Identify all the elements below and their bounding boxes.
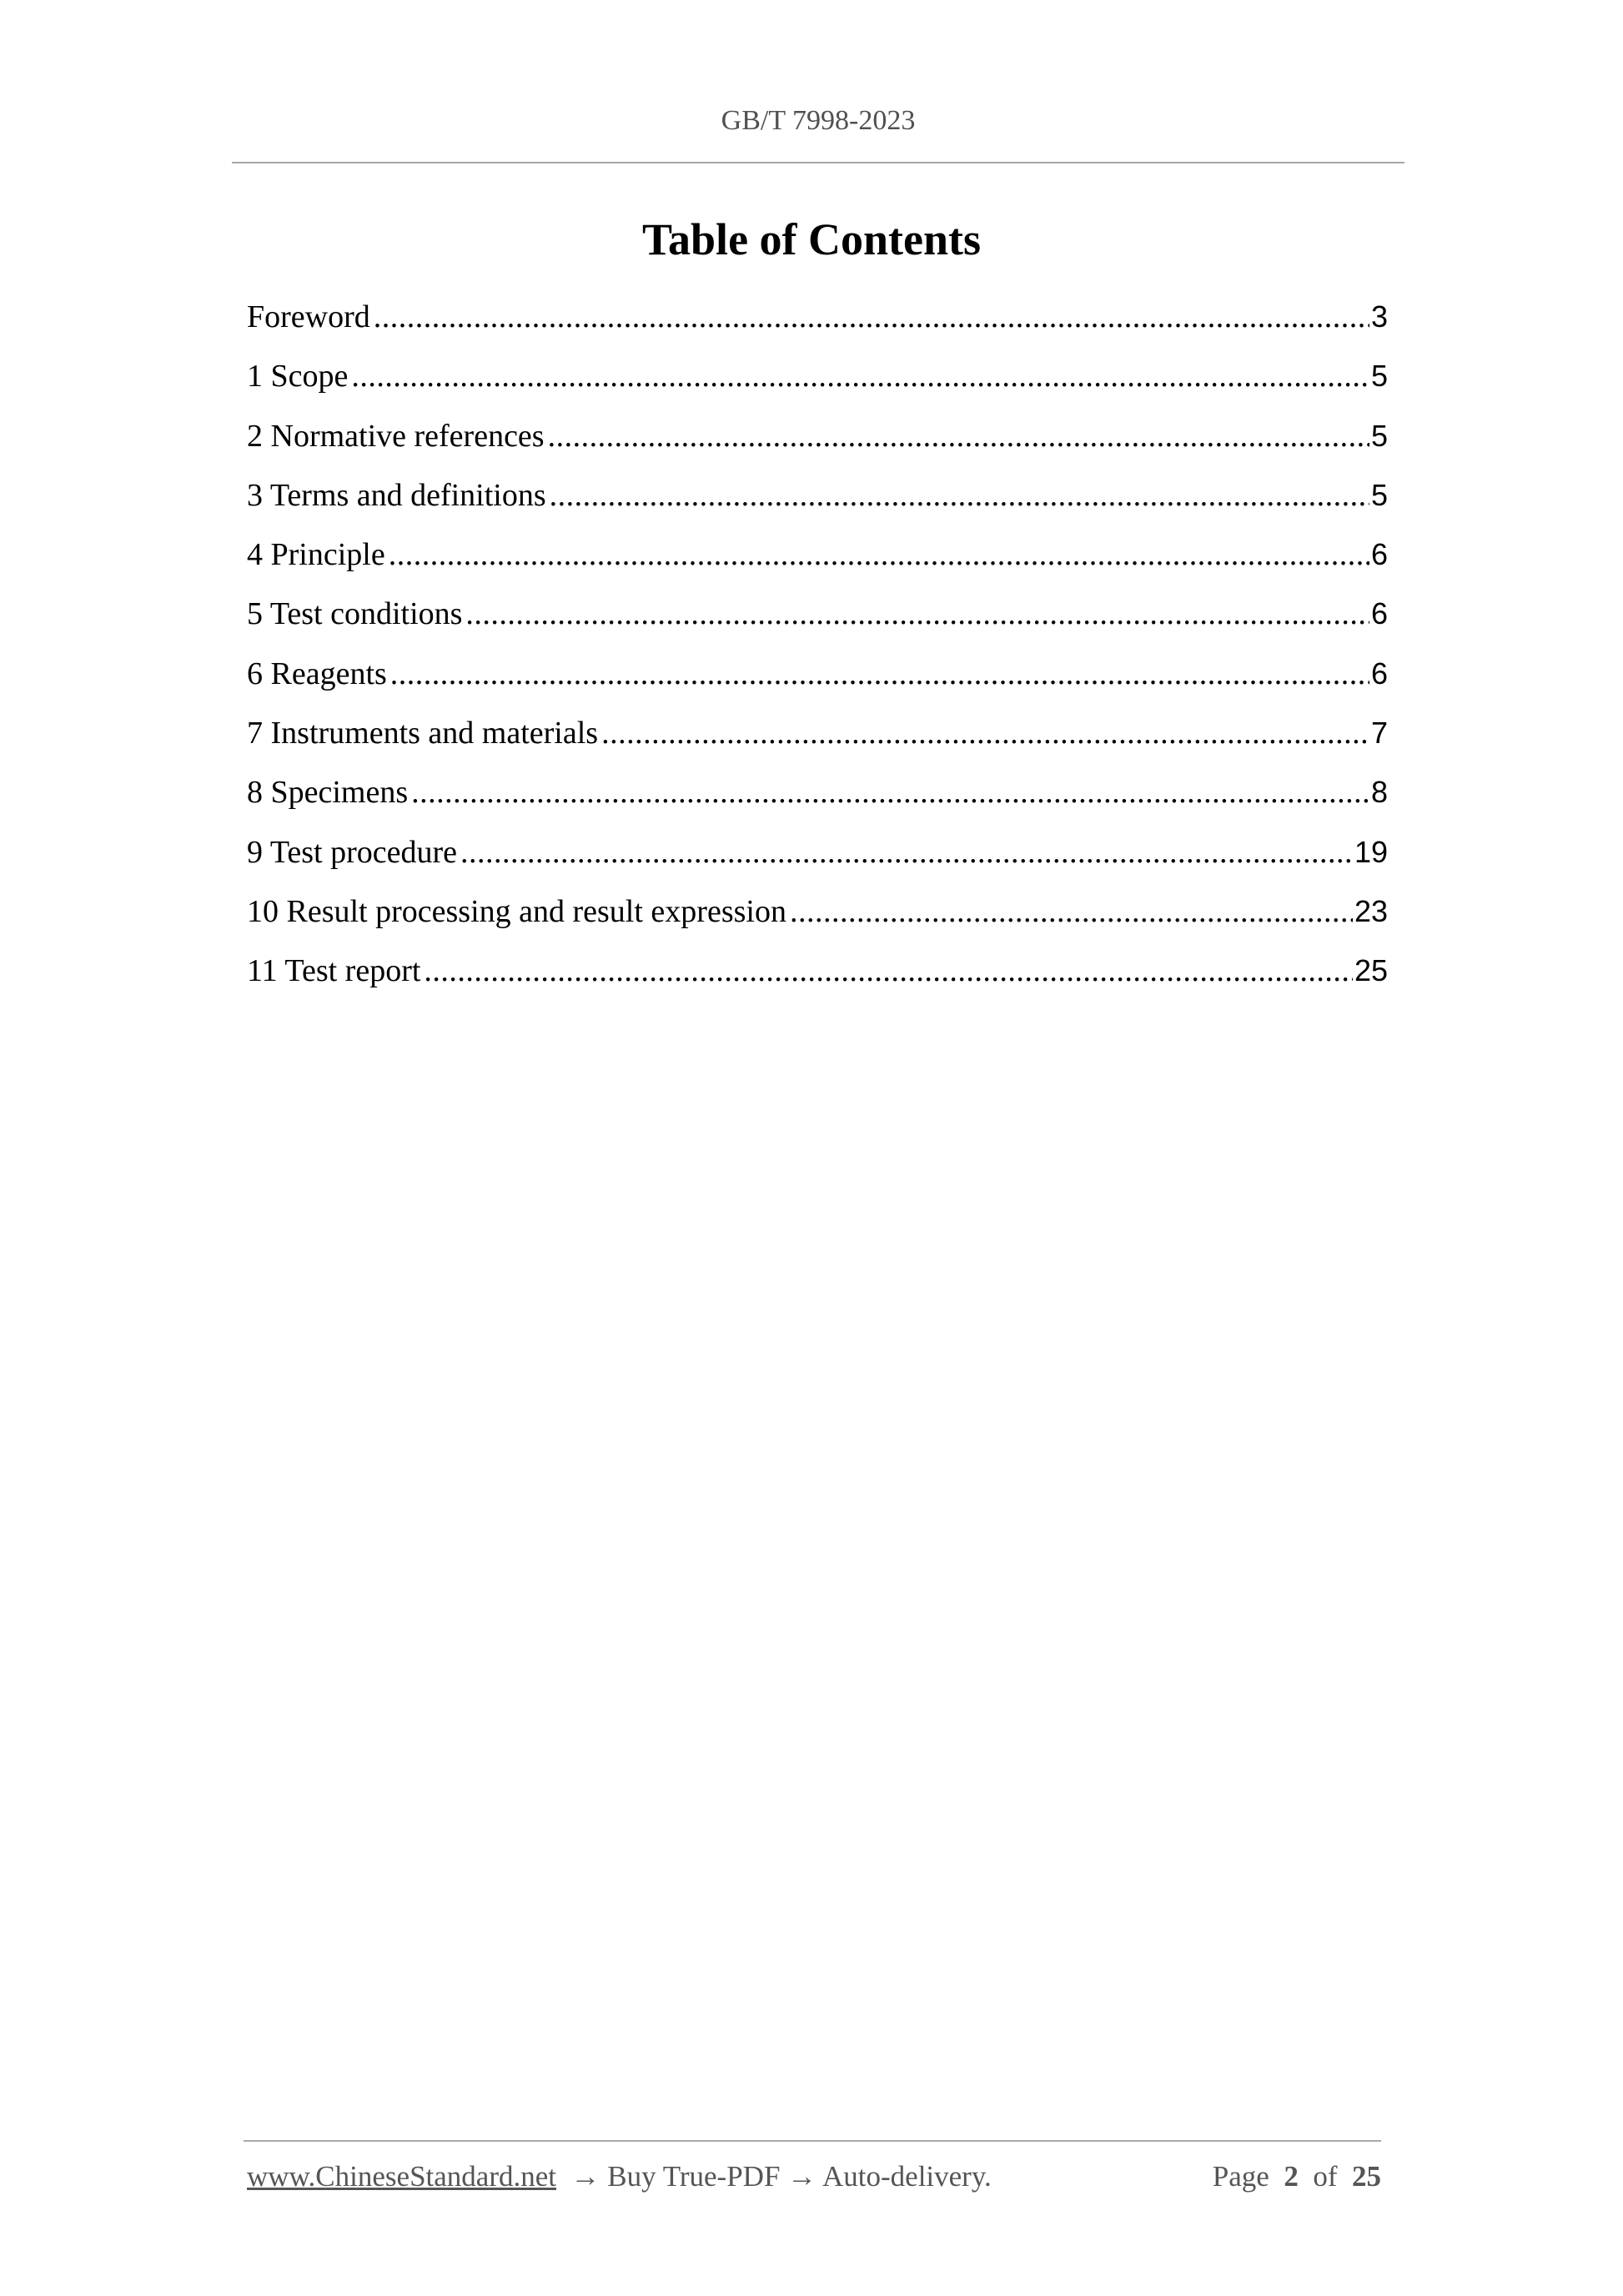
toc-entry-page: 5 [1370, 418, 1388, 453]
page-number [1213, 2160, 1381, 2193]
toc-entry-label: 9 Test procedure [247, 834, 457, 870]
toc-entry-page: 6 [1370, 596, 1388, 631]
website-link[interactable]: www.ChineseStandard.net [247, 2160, 556, 2193]
toc-entry-page: 8 [1370, 775, 1388, 810]
page-header: GB/T 7998-2023 [721, 105, 916, 136]
toc-entry-reagents[interactable] [247, 656, 1388, 715]
arrow-right-icon: → [570, 2160, 600, 2193]
page-word: Page [1212, 2160, 1269, 2193]
header-divider [232, 162, 1404, 163]
toc-entry-specimens[interactable] [247, 774, 1388, 833]
toc-leader-dots [351, 358, 1369, 394]
toc-entry-page: 19 [1354, 834, 1388, 869]
toc-entry-label: Foreword [247, 299, 370, 334]
toc-leader-dots [411, 774, 1369, 811]
toc-entry-label: 2 Normative references [247, 418, 545, 454]
footer-divider [244, 2140, 1381, 2142]
buy-true-pdf-text: Buy True-PDF [607, 2160, 781, 2193]
toc-entry-page: 7 [1370, 716, 1388, 751]
toc-entry-scope[interactable] [247, 358, 1388, 417]
arrow-right-icon [564, 2160, 571, 2193]
toc-entry-page: 5 [1370, 359, 1388, 394]
arrow-right-icon: → [787, 2160, 817, 2193]
toc-entry-label: 6 Reagents [247, 656, 387, 691]
total-pages-number: 25 [1352, 2160, 1381, 2193]
toc-leader-dots [465, 595, 1369, 632]
toc-entry-page: 6 [1370, 537, 1388, 572]
toc-leader-dots [548, 418, 1369, 455]
toc-entry-label: 11 Test report [247, 953, 421, 989]
table-of-contents [247, 299, 1388, 1012]
toc-entry-page: 5 [1370, 477, 1388, 512]
page-title: Table of Contents [641, 214, 982, 264]
toc-leader-dots [424, 952, 1353, 989]
toc-entry-label: 10 Result processing and result expression [247, 893, 786, 929]
toc-entry-label: 5 Test conditions [247, 596, 463, 632]
of-word: of [1313, 2160, 1338, 2193]
toc-entry-page: 25 [1354, 953, 1388, 988]
page-footer [247, 2160, 1381, 2193]
toc-entry-label: 3 Terms and definitions [247, 477, 546, 513]
toc-leader-dots [374, 299, 1369, 335]
toc-entry-test-report[interactable] [247, 952, 1388, 1012]
current-page-number: 2 [1284, 2160, 1299, 2193]
toc-entry-principle[interactable] [247, 536, 1388, 595]
toc-entry-instruments-and-materials[interactable] [247, 715, 1388, 774]
toc-leader-dots [550, 477, 1369, 514]
toc-entry-label: 1 Scope [247, 359, 349, 394]
toc-entry-page: 23 [1354, 893, 1388, 928]
toc-entry-test-conditions[interactable] [247, 595, 1388, 655]
toc-leader-dots [790, 893, 1353, 930]
toc-leader-dots [460, 834, 1353, 871]
auto-delivery-text: Auto-delivery. [822, 2160, 992, 2193]
toc-entry-label: 8 Specimens [247, 775, 409, 811]
toc-leader-dots [390, 656, 1369, 692]
toc-entry-page: 3 [1370, 299, 1388, 334]
toc-entry-page: 6 [1370, 656, 1388, 691]
footer-promo [247, 2160, 992, 2193]
toc-entry-test-procedure[interactable] [247, 834, 1388, 893]
toc-entry-normative-references[interactable] [247, 418, 1388, 477]
toc-entry-label: 4 Principle [247, 537, 385, 573]
toc-entry-terms-and-definitions[interactable] [247, 477, 1388, 536]
toc-entry-foreword[interactable] [247, 299, 1388, 358]
toc-entry-label: 7 Instruments and materials [247, 716, 599, 751]
toc-entry-result-processing[interactable] [247, 893, 1388, 952]
toc-leader-dots [389, 536, 1369, 573]
toc-leader-dots [601, 715, 1369, 751]
